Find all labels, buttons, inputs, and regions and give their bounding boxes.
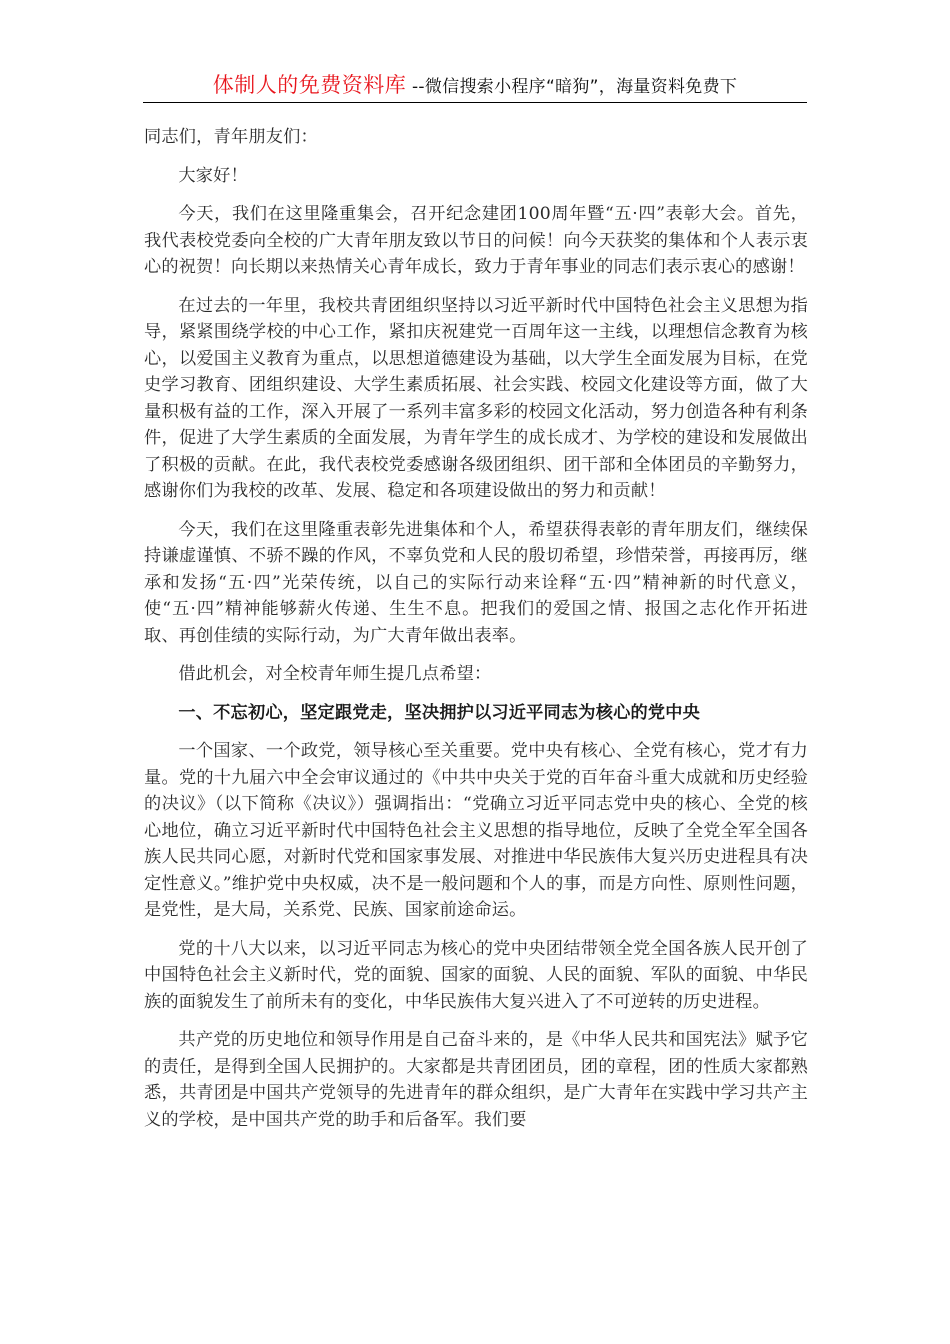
header-slogan: --微信搜索小程序“暗狗”，海量资料免费下: [406, 77, 738, 97]
section-paragraph: 党的十八大以来，以习近平同志为核心的党中央团结带领全党全国各族人民开创了中国特色社会主义新时代，党的面貌、国家的面貌、人民的面貌、军队的面貌、中华民族的面貌发生了前所未有的变化，中华民族伟大复兴进入了不可逆转的历史进程。: [144, 938, 808, 1012]
paragraph-opening: 今天，我们在这里隆重集会，召开纪念建团100周年暨“五·四”表彰大会。首先，我代表校党委向全校的广大青年朋友致以节日的问候！向今天获奖的集体和个人表示衷心的祝贺！向长期以来热情关心青年成长，致力于青年事业的同志们表示衷心的感谢！: [144, 204, 808, 277]
paragraph-review: 在过去的一年里，我校共青团组织坚持以习近平新时代中国特色社会主义思想为指导，紧紧围绕学校的中心工作，紧扣庆祝建党一百周年这一主线，以理想信念教育为核心，以爱国主义教育为重点，以思想道德建设为基础，以大学生全面发展为目标，在党史学习教育、团组织建设、大学生素质拓展、社会实践、校园文化建设等方面，做了大量积极有益的工作，深入开展了一系列丰富多彩的校园文化活动，努力创造各种有利条件，促进了大学生素质的全面发展，为青年学生的成长成才、为学校的建设和发展做出了积极的贡献。在此，我代表校党委感谢各级团组织、团干部和全体团员的辛勤努力，感谢你们为我校的改革、发展、稳定和各项建设做出的努力和贡献！: [144, 295, 808, 501]
paragraph-greeting: 大家好！: [178, 165, 248, 186]
paragraph-commendation: 今天，我们在这里隆重表彰先进集体和个人，希望获得表彰的青年朋友们，继续保持谦虚谨慎、不骄不躁的作风，不辜负党和人民的殷切希望，珍惜荣誉，再接再厉，继承和发扬“五·四”光荣传统，以自己的实际行动来诠释“五·四”精神新的时代意义，使“五·四”精神能够薪火传递、生生不息。把我们的爱国之情、报国之志化作开拓进取、再创佳绩的实际行动，为广大青年做出表率。: [144, 519, 808, 646]
paragraph-hopes-intro: 借此机会，对全校青年师生提几点希望：: [178, 664, 492, 684]
section-heading: 一、不忘初心，坚定跟党走，坚决拥护以习近平同志为核心的党中央: [178, 702, 701, 723]
page-header: [143, 70, 807, 103]
section-paragraph: 共产党的历史地位和领导作用是自己奋斗来的，是《中华人民共和国宪法》赋予它的责任，是得到全国人民拥护的。大家都是共青团团员，团的章程，团的性质大家都熟悉，共青团是中国共产党领导的先进青年的群众组织，是广大青年在实践中学习共产主义的学校，是中国共产党的助手和后备军。我们要: [144, 1030, 808, 1130]
section-paragraph: 一个国家、一个政党，领导核心至关重要。党中央有核心、全党有核心，党才有力量。党的十九届六中全会审议通过的《中共中央关于党的百年奋斗重大成就和历史经验的决议》（以下简称《决议》）强调指出：“党确立习近平同志党中央的核心、全党的核心地位，确立习近平新时代中国特色社会主义思想的指导地位，反映了全党全军全国各族人民共同心愿，对新时代党和国家事发展、对推进中华民族伟大复兴历史进程具有决定性意义。”维护党中央权威，决不是一般问题和个人的事，而是方向性、原则性问题，是党性，是大局，关系党、民族、国家前途命运。: [144, 741, 808, 920]
header-brand: 体制人的免费资料库: [212, 73, 407, 97]
salutation: 同志们，青年朋友们：: [144, 127, 318, 147]
document-body: [144, 124, 808, 1145]
